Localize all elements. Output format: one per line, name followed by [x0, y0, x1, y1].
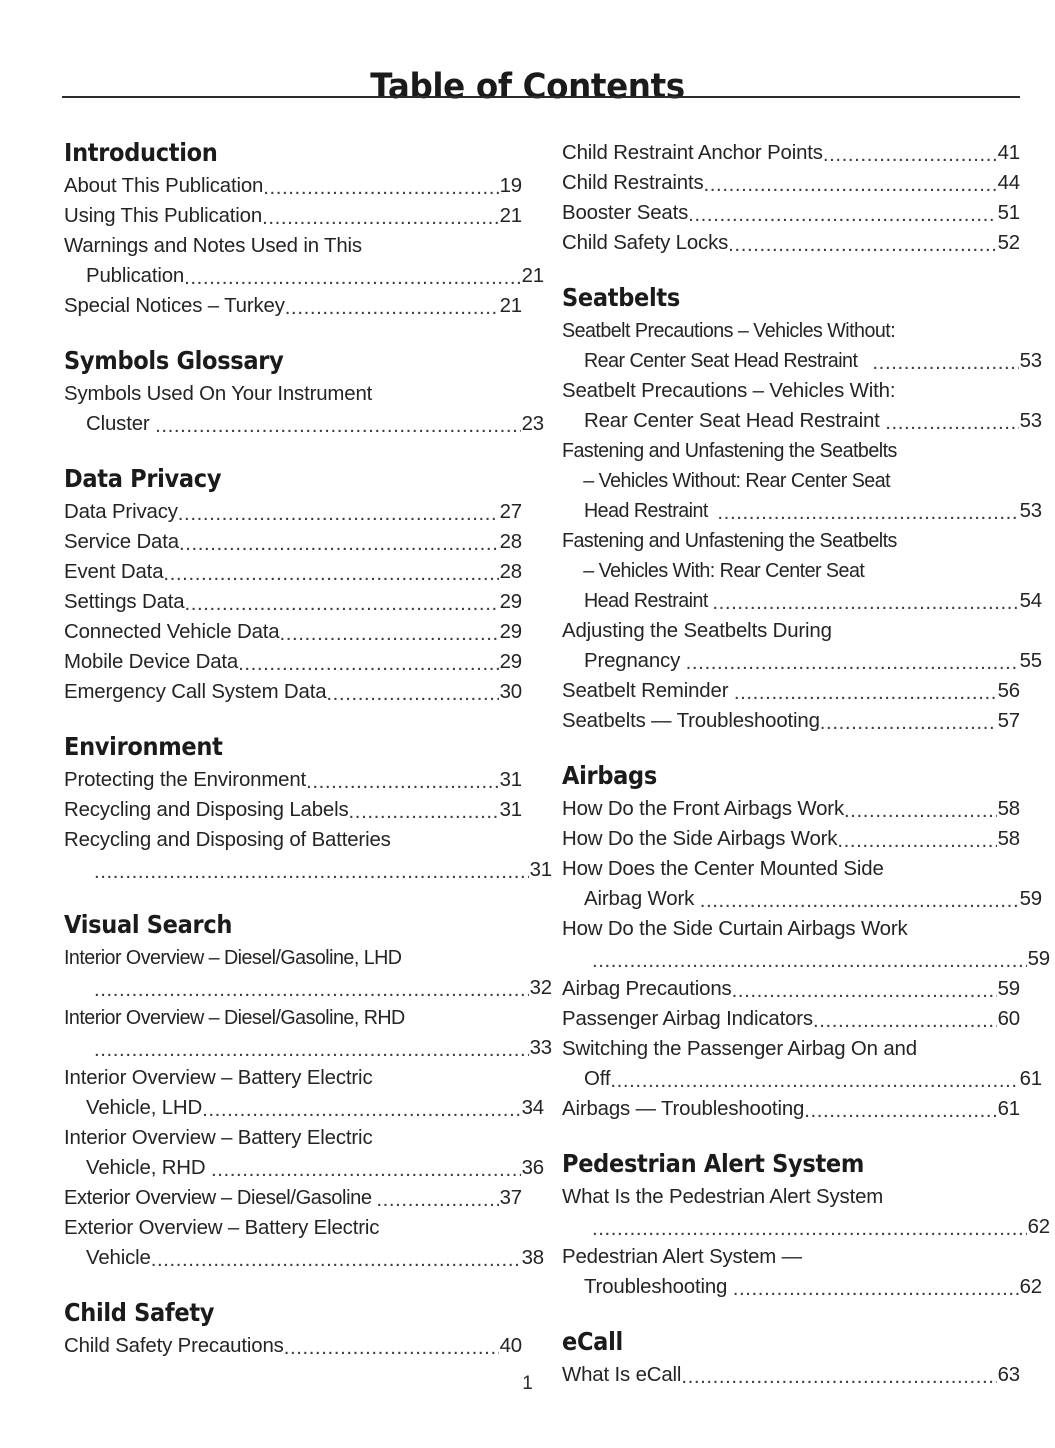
toc-entry-title: Switching the Passenger Airbag On and — [562, 1038, 917, 1060]
toc-page-number: 30 — [499, 681, 522, 703]
toc-page-number: 29 — [499, 621, 522, 643]
toc-entry-title-last: Pregnancy — [584, 650, 686, 672]
toc-page-number: 58 — [997, 798, 1020, 820]
toc-entry-title: Fastening and Unfastening the Seatbelts — [562, 440, 897, 462]
toc-page-number: 37 — [499, 1187, 522, 1209]
toc-entry[interactable] — [64, 647, 522, 677]
toc-column-right — [562, 138, 1050, 1390]
toc-page-number: 31 — [529, 859, 552, 881]
toc-page-number: 61 — [1019, 1068, 1042, 1090]
toc-leader-dots — [151, 1252, 521, 1272]
toc-page-number: 31 — [499, 799, 522, 821]
toc-entry-title: Seatbelt Reminder — [562, 680, 734, 702]
toc-entry-title: Using This Publication — [64, 205, 263, 227]
toc-page-number: 40 — [499, 1335, 522, 1357]
toc-section — [562, 283, 1042, 736]
toc-entry[interactable] — [64, 795, 522, 825]
toc-entry-title: Booster Seats — [562, 202, 689, 224]
toc-page-number: 27 — [499, 501, 522, 523]
toc-leader-dots — [885, 415, 1019, 435]
toc-leader-dots — [837, 833, 997, 853]
toc-leader-dots — [712, 595, 1019, 615]
toc-entry[interactable] — [64, 617, 522, 647]
toc-leader-dots — [263, 180, 499, 200]
toc-page-number: 52 — [997, 232, 1020, 254]
toc-page-number: 36 — [521, 1157, 544, 1179]
toc-entry[interactable] — [562, 616, 1042, 676]
toc-column-left — [64, 138, 552, 1361]
toc-entry-title: Interior Overview – Diesel/Gasoline, RHD — [64, 1007, 405, 1029]
toc-page-number: 21 — [499, 205, 522, 227]
toc-leader-dots — [872, 355, 1019, 375]
toc-entry[interactable] — [562, 376, 1042, 436]
toc-leader-dots — [94, 864, 529, 884]
toc-leader-dots — [728, 237, 997, 257]
toc-entry-title: Event Data — [64, 561, 164, 583]
toc-page-number: 28 — [499, 531, 522, 553]
toc-leader-dots — [704, 177, 998, 197]
toc-leader-dots — [686, 655, 1019, 675]
toc-entry[interactable] — [64, 557, 522, 587]
toc-leader-dots — [804, 1103, 997, 1123]
toc-page-number: 32 — [529, 977, 552, 999]
title-divider — [62, 96, 1020, 98]
toc-page-number: 19 — [499, 175, 522, 197]
toc-section-heading: Data Privacy — [64, 464, 222, 493]
toc-entry[interactable] — [64, 1331, 522, 1361]
toc-entry-title: Data Privacy — [64, 501, 178, 523]
toc-entry-title: Mobile Device Data — [64, 651, 239, 673]
toc-page-number: 61 — [997, 1098, 1020, 1120]
toc-entry[interactable] — [562, 974, 1020, 1004]
toc-entry[interactable] — [64, 1183, 522, 1213]
toc-entry-title: How Do the Front Airbags Work — [562, 798, 844, 820]
toc-section — [562, 761, 1050, 1124]
toc-page-number: 62 — [1027, 1216, 1050, 1238]
toc-entry-title: Child Safety Precautions — [64, 1335, 284, 1357]
toc-entry-title: How Do the Side Curtain Airbags Work — [562, 918, 908, 940]
toc-page-number: 21 — [499, 295, 522, 317]
toc-leader-dots — [211, 1162, 521, 1182]
toc-entry-title: Service Data — [64, 531, 179, 553]
toc-entry[interactable] — [64, 291, 522, 321]
toc-entry-title: How Does the Center Mounted Side — [562, 858, 884, 880]
toc-section-heading: Symbols Glossary — [64, 346, 284, 375]
toc-entry-title: Fastening and Unfastening the Seatbelts — [562, 530, 897, 552]
toc-entry-title-last: Publication — [86, 265, 185, 287]
toc-entry-title-last: Head Restraint — [584, 500, 713, 522]
toc-leader-dots — [823, 147, 997, 167]
toc-entry[interactable] — [64, 677, 522, 707]
toc-leader-dots — [178, 506, 499, 526]
toc-entry[interactable] — [64, 1063, 544, 1123]
toc-entry[interactable] — [562, 316, 1042, 376]
toc-entry-title: Pedestrian Alert System — — [562, 1246, 802, 1268]
page-title: Table of Contents — [370, 67, 685, 108]
toc-entry-title-last: Head Restraint — [584, 590, 708, 612]
toc-page-number: 59 — [1027, 948, 1050, 970]
toc-entry-title: Symbols Used On Your Instrument — [64, 383, 373, 405]
toc-entry[interactable] — [64, 943, 552, 1003]
toc-entry-title: Special Notices – Turkey — [64, 295, 285, 317]
toc-leader-dots — [285, 300, 499, 320]
toc-page-number: 31 — [499, 769, 522, 791]
toc-entry-title: Interior Overview – Battery Electric — [64, 1127, 373, 1149]
toc-page-number: 38 — [521, 1247, 544, 1269]
toc-entry[interactable] — [64, 171, 522, 201]
toc-page-number: 21 — [521, 265, 544, 287]
toc-entry-title: What Is the Pedestrian Alert System — [562, 1186, 884, 1208]
toc-entry[interactable] — [562, 1094, 1020, 1124]
toc-page-number: 57 — [997, 710, 1020, 732]
toc-leader-dots — [279, 626, 499, 646]
toc-leader-dots — [349, 804, 500, 824]
toc-leader-dots — [592, 1221, 1027, 1241]
toc-page-number: 53 — [1019, 410, 1042, 432]
toc-leader-dots — [326, 686, 499, 706]
toc-entry-title-last: Airbag Work — [584, 888, 700, 910]
toc-section-heading: Introduction — [64, 138, 218, 167]
toc-section-heading: Seatbelts — [562, 283, 680, 312]
toc-section-heading: eCall — [562, 1327, 623, 1356]
toc-leader-dots — [94, 1042, 529, 1062]
toc-page-number: 23 — [521, 413, 544, 435]
toc-leader-dots — [592, 953, 1027, 973]
toc-leader-dots — [844, 803, 997, 823]
toc-page-number: 56 — [997, 680, 1020, 702]
toc-entry-title: Seatbelt Precautions – Vehicles Without: — [562, 320, 896, 342]
toc-entry-title: What Is eCall — [562, 1364, 682, 1386]
toc-page-number: 29 — [499, 651, 522, 673]
toc-entry[interactable] — [562, 676, 1020, 706]
toc-entry-title: Interior Overview – Battery Electric — [64, 1067, 373, 1089]
toc-leader-dots — [734, 685, 997, 705]
toc-page-number: 55 — [1019, 650, 1042, 672]
toc-page-number: 63 — [997, 1364, 1020, 1386]
toc-section — [562, 1149, 1050, 1302]
toc-entry[interactable] — [64, 201, 522, 231]
toc-entry-title: Child Safety Locks — [562, 232, 729, 254]
toc-entry-title-last: Rear Center Seat Head Restraint — [584, 410, 886, 432]
toc-entry[interactable] — [562, 1004, 1020, 1034]
toc-entry[interactable] — [64, 1123, 544, 1183]
toc-entry[interactable] — [64, 497, 522, 527]
toc-leader-dots — [155, 418, 521, 438]
toc-entry[interactable] — [562, 168, 1020, 198]
toc-section — [64, 910, 552, 1273]
toc-page-number: 59 — [997, 978, 1020, 1000]
page-number: 1 — [522, 1373, 533, 1394]
toc-entry[interactable] — [562, 824, 1020, 854]
toc-page-number: 60 — [997, 1008, 1020, 1030]
toc-section — [64, 464, 522, 707]
toc-section-heading: Airbags — [562, 761, 657, 790]
toc-entry-title: Connected Vehicle Data — [64, 621, 280, 643]
toc-entry[interactable] — [64, 587, 522, 617]
toc-entry[interactable] — [64, 527, 522, 557]
toc-entry[interactable] — [562, 706, 1020, 736]
toc-leader-dots — [820, 715, 997, 735]
toc-page-number: 53 — [1019, 350, 1042, 372]
toc-entry-title: Exterior Overview – Battery Electric — [64, 1217, 380, 1239]
toc-entry[interactable] — [562, 1034, 1042, 1094]
toc-entry[interactable] — [562, 436, 1042, 526]
toc-entry[interactable] — [64, 825, 552, 885]
toc-entry-title: Seatbelt Precautions – Vehicles With: — [562, 380, 896, 402]
toc-section-heading: Child Safety — [64, 1298, 215, 1327]
toc-entry-title-last: Vehicle, RHD — [86, 1157, 211, 1179]
toc-section — [562, 138, 1020, 258]
toc-entry-title: Protecting the Environment — [64, 769, 307, 791]
toc-entry-title-last: Vehicle, LHD — [86, 1097, 203, 1119]
toc-leader-dots — [179, 536, 499, 556]
toc-leader-dots — [610, 1073, 1019, 1093]
toc-entry[interactable] — [562, 1182, 1050, 1242]
toc-entry-title: Warnings and Notes Used in This — [64, 235, 362, 257]
toc-entry-title: Exterior Overview – Diesel/Gasoline — [64, 1187, 372, 1209]
toc-section — [64, 732, 552, 885]
toc-entry[interactable] — [562, 914, 1050, 974]
toc-entry-title: Seatbelts — Troubleshooting — [562, 710, 820, 732]
toc-entry-title: Emergency Call System Data — [64, 681, 327, 703]
toc-leader-dots — [306, 774, 499, 794]
toc-entry[interactable] — [562, 1242, 1042, 1302]
toc-page-number: 59 — [1019, 888, 1042, 910]
toc-entry-title: Airbag Precautions — [562, 978, 732, 1000]
toc-entry[interactable] — [64, 1003, 552, 1063]
toc-page-number: 44 — [997, 172, 1020, 194]
toc-entry-title: Passenger Airbag Indicators — [562, 1008, 813, 1030]
toc-entry-title-last: Off — [584, 1068, 611, 1090]
toc-entry-title: About This Publication — [64, 175, 264, 197]
toc-entry-title-last: Troubleshooting — [584, 1276, 733, 1298]
toc-section-heading: Pedestrian Alert System — [562, 1149, 865, 1178]
toc-entry-title-cont: – Vehicles Without: Rear Center Seat — [583, 470, 891, 492]
toc-entry-title: Adjusting the Seatbelts During — [562, 620, 832, 642]
toc-entry-title-cont: – Vehicles With: Rear Center Seat — [583, 560, 865, 582]
toc-entry[interactable] — [64, 379, 544, 439]
toc-entry-title: Airbags — Troubleshooting — [562, 1098, 805, 1120]
toc-leader-dots — [202, 1102, 521, 1122]
toc-page-number: 58 — [997, 828, 1020, 850]
toc-leader-dots — [732, 983, 998, 1003]
toc-entry-title-last: Rear Center Seat Head Restraint — [584, 350, 863, 372]
toc-entry[interactable] — [562, 138, 1020, 168]
toc-page-number: 41 — [997, 142, 1020, 164]
toc-entry-title: How Do the Side Airbags Work — [562, 828, 838, 850]
toc-entry-title: Recycling and Disposing Labels — [64, 799, 349, 821]
toc-entry-title: Child Restraints — [562, 172, 704, 194]
toc-entry-title-last: Cluster — [86, 413, 156, 435]
toc-section — [64, 346, 544, 439]
toc-page-number: 34 — [521, 1097, 544, 1119]
toc-leader-dots — [163, 566, 499, 586]
toc-entry-title: Child Restraint Anchor Points — [562, 142, 823, 164]
toc-leader-dots — [688, 207, 997, 227]
toc-page-number: 29 — [499, 591, 522, 613]
toc-entry[interactable] — [562, 794, 1020, 824]
toc-entry[interactable] — [64, 1213, 544, 1273]
toc-leader-dots — [813, 1013, 997, 1033]
toc-entry[interactable] — [562, 228, 1020, 258]
toc-page-number: 51 — [997, 202, 1020, 224]
toc-entry-title: Interior Overview – Diesel/Gasoline, LHD — [64, 947, 402, 969]
toc-page-number: 33 — [529, 1037, 552, 1059]
toc-page-number: 62 — [1019, 1276, 1042, 1298]
toc-leader-dots — [94, 982, 529, 1002]
toc-leader-dots — [284, 1340, 499, 1360]
toc-leader-dots — [238, 656, 499, 676]
toc-leader-dots — [184, 596, 499, 616]
toc-entry[interactable] — [64, 765, 522, 795]
toc-section — [64, 1298, 522, 1361]
toc-entry-title: Recycling and Disposing of Batteries — [64, 829, 391, 851]
toc-leader-dots — [700, 893, 1019, 913]
toc-entry-title-last: Vehicle — [86, 1247, 151, 1269]
toc-entry[interactable] — [64, 231, 544, 291]
toc-entry[interactable] — [562, 854, 1042, 914]
toc-page-number: 54 — [1019, 590, 1042, 612]
toc-page-number: 53 — [1019, 500, 1042, 522]
toc-leader-dots — [262, 210, 499, 230]
toc-leader-dots — [184, 270, 521, 290]
toc-entry[interactable] — [562, 526, 1042, 616]
toc-section-heading: Visual Search — [64, 910, 233, 939]
toc-section-heading: Environment — [64, 732, 223, 761]
toc-section — [64, 138, 544, 321]
toc-entry[interactable] — [562, 198, 1020, 228]
toc-entry-title: Settings Data — [64, 591, 185, 613]
toc-leader-dots — [733, 1281, 1019, 1301]
toc-leader-dots — [376, 1192, 499, 1212]
toc-leader-dots — [717, 505, 1019, 525]
toc-page-number: 28 — [499, 561, 522, 583]
